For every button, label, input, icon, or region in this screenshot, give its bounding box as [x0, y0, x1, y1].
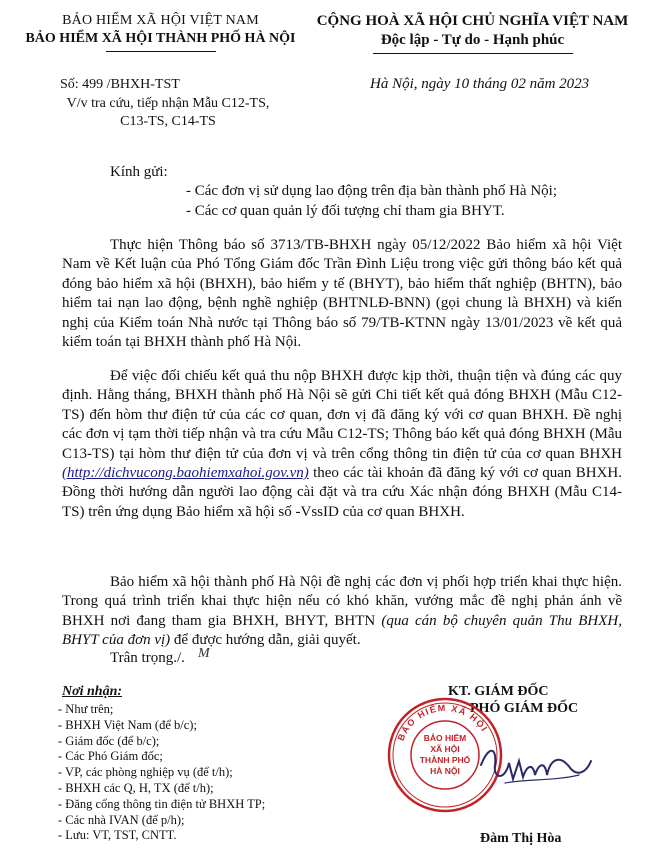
- seal-line: BẢO HIỂM: [423, 733, 467, 743]
- seal-line: HÀ NỘI: [430, 766, 460, 776]
- nation-motto: Độc lập - Tự do - Hạnh phúc: [380, 32, 565, 48]
- list-item: - Giám đốc (để b/c);: [58, 733, 160, 748]
- portal-link[interactable]: (http://dichvucong.baohiemxahoi.gov.vn): [62, 465, 309, 482]
- agency-header: [18, 12, 303, 52]
- nation-header: [300, 12, 645, 54]
- closing-greeting: Trân trọng./.: [110, 650, 185, 666]
- agency-underline: [106, 51, 216, 52]
- list-item: - Các Phó Giám đốc;: [58, 749, 163, 764]
- recipients-title: Nơi nhận:: [62, 684, 123, 699]
- recipient-line: - Các cơ quan quản lý đối tượng chỉ tham gia BHYT.: [186, 203, 505, 219]
- signer-role: KT. GIÁM ĐỐC: [448, 684, 549, 699]
- handwritten-signature-icon: [475, 735, 595, 795]
- seal-line: THÀNH PHỐ: [419, 755, 471, 765]
- body-paragraph-3: [62, 573, 622, 651]
- signer-name: Đàm Thị Hòa: [480, 831, 562, 846]
- signer-title: PHÓ GIÁM ĐỐC: [470, 701, 579, 716]
- paragraph-text-a: Để việc đối chiếu kết quả thu nộp BHXH được kịp thời, thuận tiện và đúng các quy định. Hằng tháng, BHXH thành phố Hà Nội sẽ gửi Chi tiết kết quả đóng BHXH (Mẫu C12-TS) đến hòm thư điện tử của các cơ quan, đơn vị đã đăng ký với cơ quan BHXH. Đề nghị các đơn vị tạm thời tiếp nhận và tra cứu Mẫu C12-TS; Thông báo kết quả đóng BHXH (Mẫu C13-TS) tại hòm thư điện tử của đơn vị và trên cổng thông tin điện tử của cơ quan BHXH: [62, 368, 622, 462]
- list-item: - BHXH Việt Nam (để b/c);: [58, 717, 197, 732]
- initial-mark: M: [198, 646, 210, 661]
- recipient-line: - Các đơn vị sử dụng lao động trên địa bàn thành phố Hà Nội;: [186, 183, 557, 199]
- list-item: - Như trên;: [58, 702, 114, 716]
- list-item: - Lưu: VT, TST, CNTT.: [58, 828, 177, 843]
- paragraph-text-a: Bảo hiểm xã hội thành phố Hà Nội đề nghị các đơn vị phối hợp triển khai thực hiện. Trong quá trình triển khai thực hiện nếu có khó khăn, vướng mắc đề nghị phản ánh về BHXH nơi đang tham gia BHXH, BHYT, BHTN: [62, 574, 622, 629]
- body-paragraph-1: [62, 236, 622, 352]
- paragraph-text: [62, 573, 622, 651]
- recipients-list: [58, 702, 265, 844]
- agency-line1: BẢO HIỂM XÃ HỘI VIỆT NAM: [62, 13, 259, 28]
- list-item: - Các nhà IVAN (để p/h);: [58, 812, 185, 827]
- agency-line2: BẢO HIỂM XÃ HỘI THÀNH PHỐ HÀ NỘI: [25, 31, 296, 46]
- paragraph-text: [62, 367, 622, 522]
- document-number: Số: 499 /BHXH-TST: [60, 77, 180, 92]
- list-item: - VP, các phòng nghiệp vụ (để t/h);: [58, 765, 233, 780]
- document-subject: [58, 95, 278, 131]
- list-item: - Đăng cổng thông tin điện tử BHXH TP;: [58, 796, 266, 811]
- paragraph-text: Thực hiện Thông báo số 3713/TB-BHXH ngày 05/12/2022 Bảo hiểm xã hội Việt Nam về Kết luận của Phó Tổng Giám đốc Trần Đình Liệu trong việc gửi thông báo kết quả đóng bảo hiểm xã hội (BHXH), bảo hiểm y tế (BHYT), bảo hiểm thất nghiệp (BHTN), bảo hiểm tai nạn lao động, bệnh nghề nghiệp (BHTNLĐ-BNN) (gọi chung là BHXH) và kiến nghị của Kiểm toán Nhà nước tại Thông báo số 79/TB-KTNN ngày 13/01/2023 về kết quả kiểm toán tại BHXH thành phố Hà Nội.: [62, 237, 622, 351]
- seal-line: XÃ HỘI: [430, 744, 460, 754]
- body-paragraph-2: [62, 367, 622, 522]
- paragraph-text-b: để được hướng dẫn, giải quyết.: [170, 632, 361, 649]
- seal-ring-text: BẢO HIỂM XÃ HỘI: [395, 702, 490, 743]
- subject-line1: V/v tra cứu, tiếp nhận Mẫu C12-TS,: [66, 96, 270, 111]
- document-date: Hà Nội, ngày 10 tháng 02 năm 2023: [370, 76, 590, 92]
- paragraph-italic: (qua cán bộ chuyên quản Thu BHXH, BHYT của đơn vị): [62, 612, 622, 649]
- subject-line2: C13-TS, C14-TS: [120, 114, 216, 129]
- motto-underline: [373, 53, 573, 54]
- list-item: - BHXH các Q, H, TX (để t/h);: [58, 780, 214, 795]
- salutation: Kính gửi:: [110, 164, 168, 180]
- paragraph-text-b: theo các tài khoản đã đăng ký với cơ quan BHXH. Đồng thời hướng dẫn người lao động cài đặt và tra cứu Xác nhận đóng BHXH (Mẫu C14-TS) trên ứng dụng Bảo hiểm xã hội số -VssID của cơ quan BHXH.: [62, 465, 622, 520]
- nation-line1: CỘNG HOÀ XÃ HỘI CHỦ NGHĨA VIỆT NAM: [316, 13, 629, 29]
